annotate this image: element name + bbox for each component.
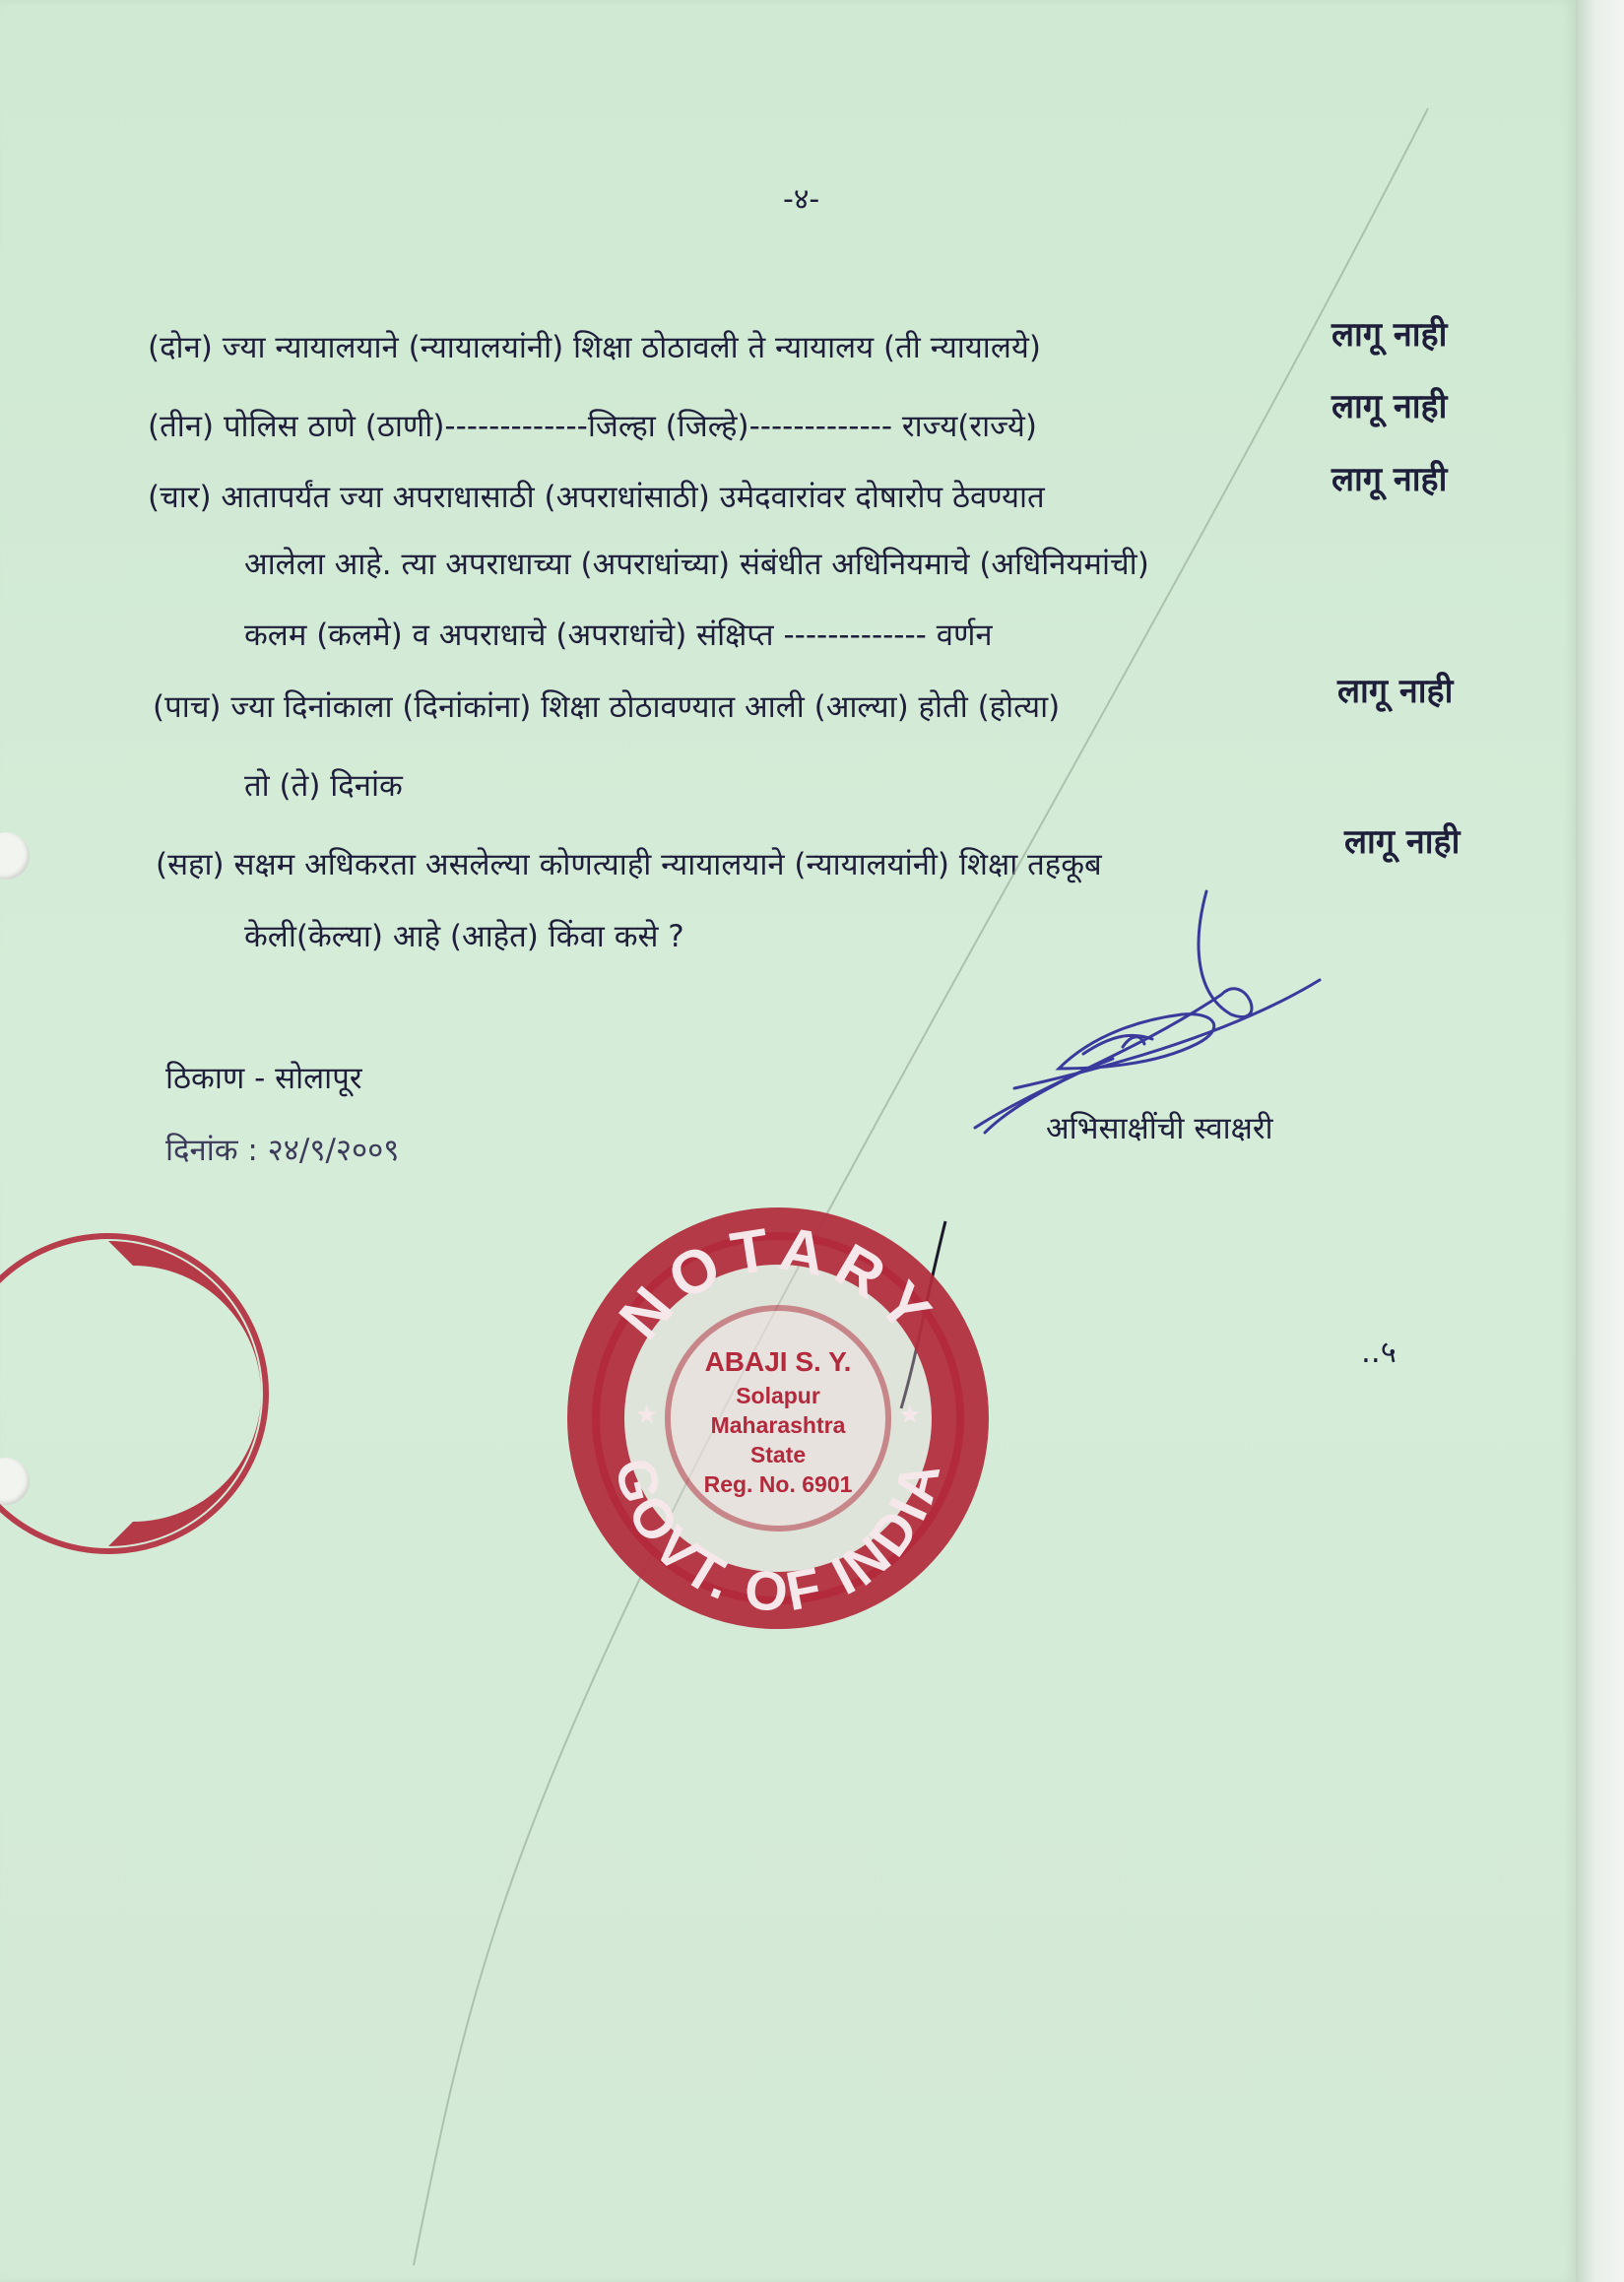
- notary-seal: [596, 1214, 960, 1623]
- seal-name: ABAJI S. Y.: [704, 1346, 852, 1377]
- continued-marker: ..५: [1361, 1335, 1397, 1370]
- star-icon: ★: [635, 1401, 659, 1430]
- diagonal-line: [414, 108, 1428, 2265]
- seal-state-line-2: State: [749, 1442, 807, 1467]
- item-5-answer: लागू नाही: [1337, 672, 1454, 711]
- item-5-line-1: (पाच) ज्या दिनांकाला (दिनांकांना) शिक्षा ठोठावण्यात आली (आल्या) होती (होत्या): [153, 689, 1061, 725]
- seal-state-line-1: Maharashtra: [710, 1412, 846, 1438]
- item-3-answer: लागू नाही: [1332, 387, 1448, 426]
- item-6-line-1: (सहा) सक्षम अधिकरता असलेल्या कोणत्याही न्यायालयाने (न्यायालयांनी) शिक्षा तहकूब: [156, 847, 1102, 882]
- item-4-answer: लागू नाही: [1332, 460, 1448, 499]
- page-number: -४-: [783, 182, 820, 217]
- item-4-line-3: कलम (कलमे) व अपराधाचे (अपराधांचे) संक्षिप्त ------------- वर्णन: [244, 618, 993, 653]
- star-icon: ★: [898, 1401, 922, 1430]
- item-2-answer: लागू नाही: [1332, 315, 1448, 355]
- signature-caption: अभिसाक्षींची स्वाक्षरी: [1046, 1111, 1273, 1146]
- item-5-line-2: तो (ते) दिनांक: [244, 768, 403, 804]
- notary-seal-left: [0, 1236, 266, 1551]
- item-6-line-2: केली(केल्या) आहे (आहेत) किंवा कसे ?: [244, 919, 684, 954]
- item-4-line-1: (चार) आतापर्यंत ज्या अपराधासाठी (अपराधांसाठी) उमेदवारांवर दोषारोप ठेवण्यात: [148, 480, 1045, 515]
- seal-bottom-text: GOVT. OF INDIA: [603, 1452, 953, 1624]
- seal-city: Solapur: [736, 1383, 820, 1408]
- signature-image: [975, 891, 1320, 1133]
- date-label: दिनांक : २४/९/२००९: [165, 1133, 400, 1168]
- item-6-answer: लागू नाही: [1344, 822, 1461, 862]
- item-3-line-1: (तीन) पोलिस ठाणे (ठाणी)-------------जिल्हा (जिल्हे)------------- राज्य(राज्ये): [148, 409, 1037, 444]
- item-4-line-2: आलेला आहे. त्या अपराधाच्या (अपराधांच्या) संबंधीत अधिनियमाचे (अधिनियमांची): [244, 547, 1149, 582]
- place-label: ठिकाण - सोलापूर: [165, 1061, 362, 1096]
- seal-reg-number: Reg. No. 6901: [703, 1471, 853, 1497]
- item-2-line-1: (दोन) ज्या न्यायालयाने (न्यायालयांनी) शिक्षा ठोठावली ते न्यायालय (ती न्यायालये): [148, 330, 1041, 365]
- seal-top-text: NOTARY: [606, 1214, 950, 1353]
